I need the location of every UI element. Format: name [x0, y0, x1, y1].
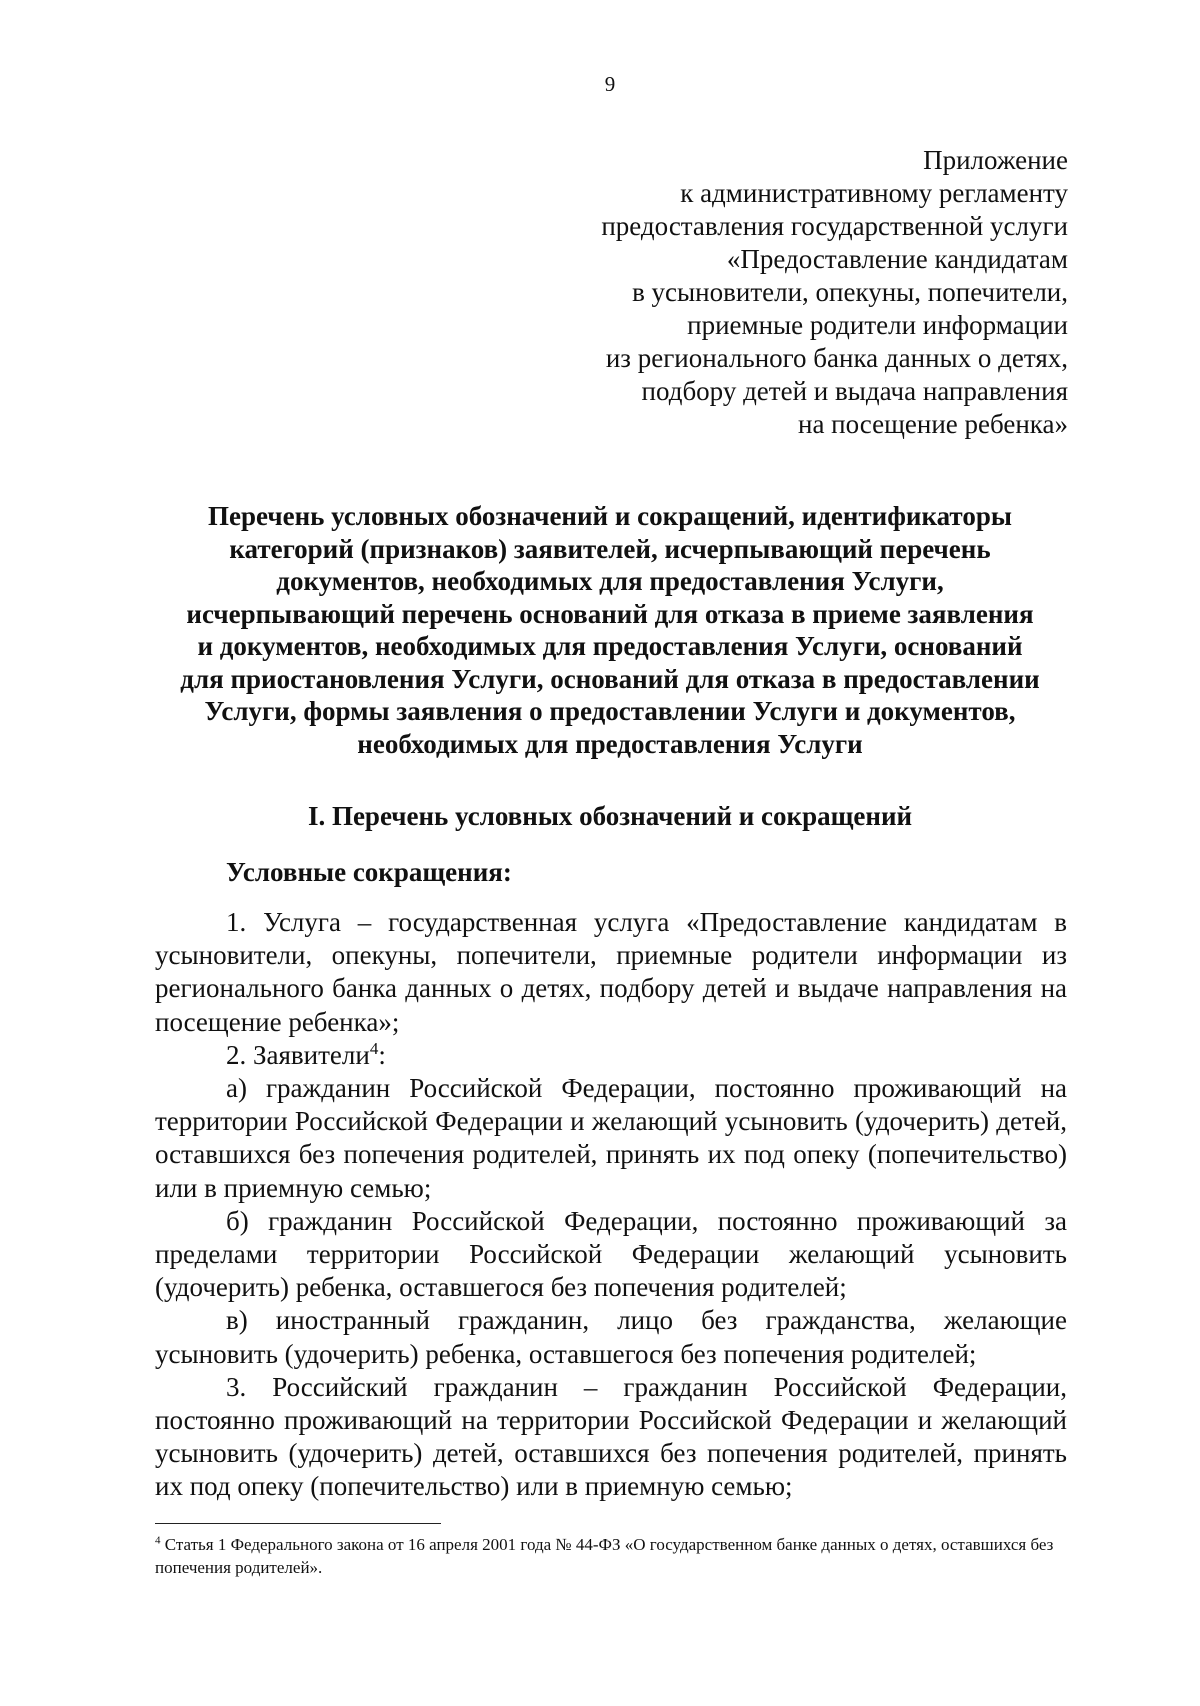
- footnote: [155, 1533, 1055, 1579]
- appendix-line: «Предоставление кандидатам: [726, 244, 1068, 274]
- appendix-line: к административному регламенту: [680, 178, 1068, 208]
- body-text: [155, 906, 1067, 1504]
- appendix-line: в усыновители, опекуны, попечители,: [632, 277, 1068, 307]
- footnote-separator: [155, 1523, 441, 1524]
- paragraph-2-suffix: :: [378, 1039, 386, 1070]
- section-heading: I. Перечень условных обозначений и сокращений: [307, 801, 913, 831]
- subheading: Условные сокращения:: [226, 857, 512, 887]
- title-line: категорий (признаков) заявителей, исчерпывающий перечень: [229, 533, 991, 564]
- appendix-line: приемные родители информации: [687, 310, 1068, 340]
- title-line: Перечень условных обозначений и сокращений, идентификаторы: [208, 501, 1012, 531]
- paragraph-2a: а) гражданин Российской Федерации, постоянно проживающий на территории Российской Федерации и желающий усыновить (удочерить) детей, оставшихся без попечения родителей, принять их под опеку (попечительство) или в приемную семью;: [155, 1073, 1067, 1203]
- footnote-reference: 4: [369, 1038, 379, 1058]
- title-line: для приостановления Услуги, оснований для отказа в предоставлении: [180, 663, 1040, 694]
- footnote-body: Статья 1 Федерального закона от 16 апреля 2001 года № 44-ФЗ «О государственном банке данных о детях, оставшихся без попечения родителей».: [155, 1535, 1054, 1577]
- paragraph-2-text: 2. Заявители: [226, 1039, 370, 1070]
- title-line: исчерпывающий перечень оснований для отказа в приеме заявления: [186, 598, 1034, 629]
- footnote-text: [155, 1533, 1055, 1579]
- paragraph-2b: б) гражданин Российской Федерации, постоянно проживающий за пределами территории Российской Федерации желающий усыновить (удочерить) ребенка, оставшегося без попечения родителей;: [155, 1205, 1067, 1303]
- paragraph-2: [155, 1039, 1067, 1072]
- appendix-line: Приложение: [923, 145, 1068, 175]
- appendix-line: предоставления государственной услуги: [601, 211, 1068, 241]
- paragraph-2v: в) иностранный гражданин, лицо без гражданства, желающие усыновить (удочерить) ребенка, оставшегося без попечения родителей;: [155, 1305, 1067, 1369]
- document-title: [150, 500, 1070, 760]
- appendix-line: на посещение ребенка»: [798, 409, 1068, 439]
- title-line: документов, необходимых для предоставления Услуги,: [276, 566, 944, 596]
- appendix-line: подбору детей и выдача направления: [641, 376, 1068, 406]
- page-number: 9: [604, 72, 616, 96]
- paragraph-3: 3. Российский гражданин – гражданин Российской Федерации, постоянно проживающий на территории Российской Федерации и желающий усыновить (удочерить) детей, оставшихся без попечения родителей, принять их под опеку (попечительство) или в приемную семью;: [155, 1371, 1067, 1502]
- appendix-line: из регионального банка данных о детях,: [605, 343, 1068, 373]
- title-line: и документов, необходимых для предоставления Услуги, оснований: [197, 631, 1023, 661]
- footnote-mark: 4: [155, 1534, 161, 1547]
- paragraph-1: 1. Услуга – государственная услуга «Предоставление кандидатам в усыновители, опекуны, попечители, приемные родители информации из регионального банка данных о детях, подбору детей и выдаче направления на посещение ребенка»;: [155, 907, 1067, 1037]
- appendix-header: [428, 144, 1068, 441]
- title-line: Услуги, формы заявления о предоставлении Услуги и документов,: [204, 696, 1016, 726]
- title-line: необходимых для предоставления Услуги: [357, 728, 863, 759]
